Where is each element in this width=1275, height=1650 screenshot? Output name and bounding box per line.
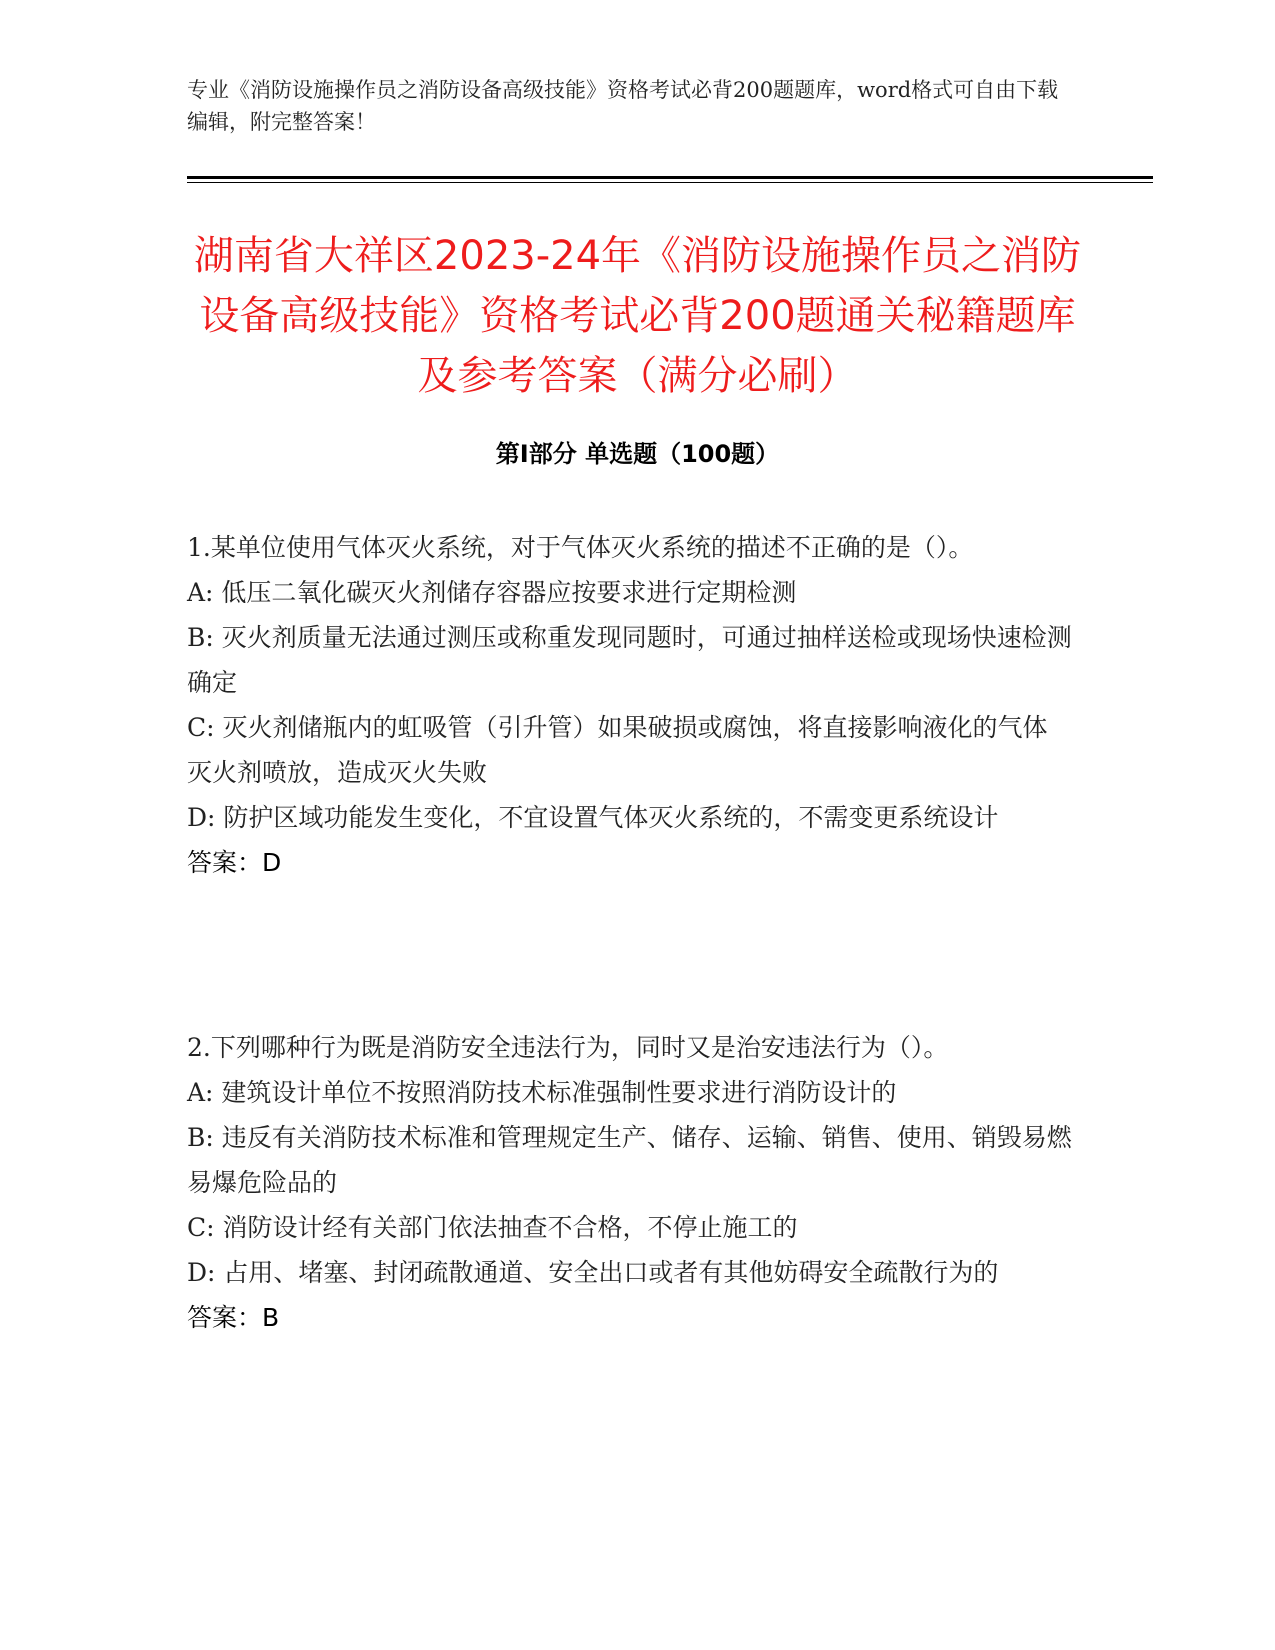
answer-label: 答案：B	[187, 1303, 280, 1332]
option-c: C: 灭火剂储瓶内的虹吸管（引升管）如果破损或腐蚀，将直接影响液化的气体灭火剂喷放，造成灭火失败	[187, 713, 1048, 787]
question-stem: 2.下列哪种行为既是消防安全违法行为，同时又是治安违法行为（）。	[187, 1033, 949, 1062]
option-d: D: 占用、堵塞、封闭疏散通道、安全出口或者有其他妨碍安全疏散行为的	[187, 1258, 999, 1287]
question-stem: 1.某单位使用气体灭火系统，对于气体灭火系统的描述不正确的是（）。	[187, 533, 974, 562]
option-b: B: 违反有关消防技术标准和管理规定生产、储存、运输、销售、使用、销毁易燃易爆危险品的	[187, 1123, 1072, 1197]
option-a: A: 建筑设计单位不按照消防技术标准强制性要求进行消防设计的	[187, 1078, 897, 1107]
header-divider-thin	[187, 182, 1153, 183]
question-2	[187, 1025, 1072, 1340]
answer-label: 答案：D	[187, 848, 282, 877]
option-c: C: 消防设计经有关部门依法抽查不合格，不停止施工的	[187, 1213, 798, 1242]
header-note: 专业《消防设施操作员之消防设备高级技能》资格考试必背200题题库，word格式可自由下载编辑，附完整答案！	[187, 78, 1059, 134]
header-divider-thick	[187, 176, 1153, 179]
document-title: 湖南省大祥区2023-24年《消防设施操作员之消防设备高级技能》资格考试必背200题通关秘籍题库及参考答案（满分必刷）	[193, 233, 1082, 399]
option-d: D: 防护区域功能发生变化，不宜设置气体灭火系统的，不需变更系统设计	[187, 803, 999, 832]
question-1	[187, 525, 1072, 885]
option-b: B: 灭火剂质量无法通过测压或称重发现同题时，可通过抽样送检或现场快速检测确定	[187, 623, 1072, 697]
section-heading: 第I部分 单选题（100题）	[495, 440, 780, 468]
option-a: A: 低压二氧化碳灭火剂储存容器应按要求进行定期检测	[187, 578, 797, 607]
